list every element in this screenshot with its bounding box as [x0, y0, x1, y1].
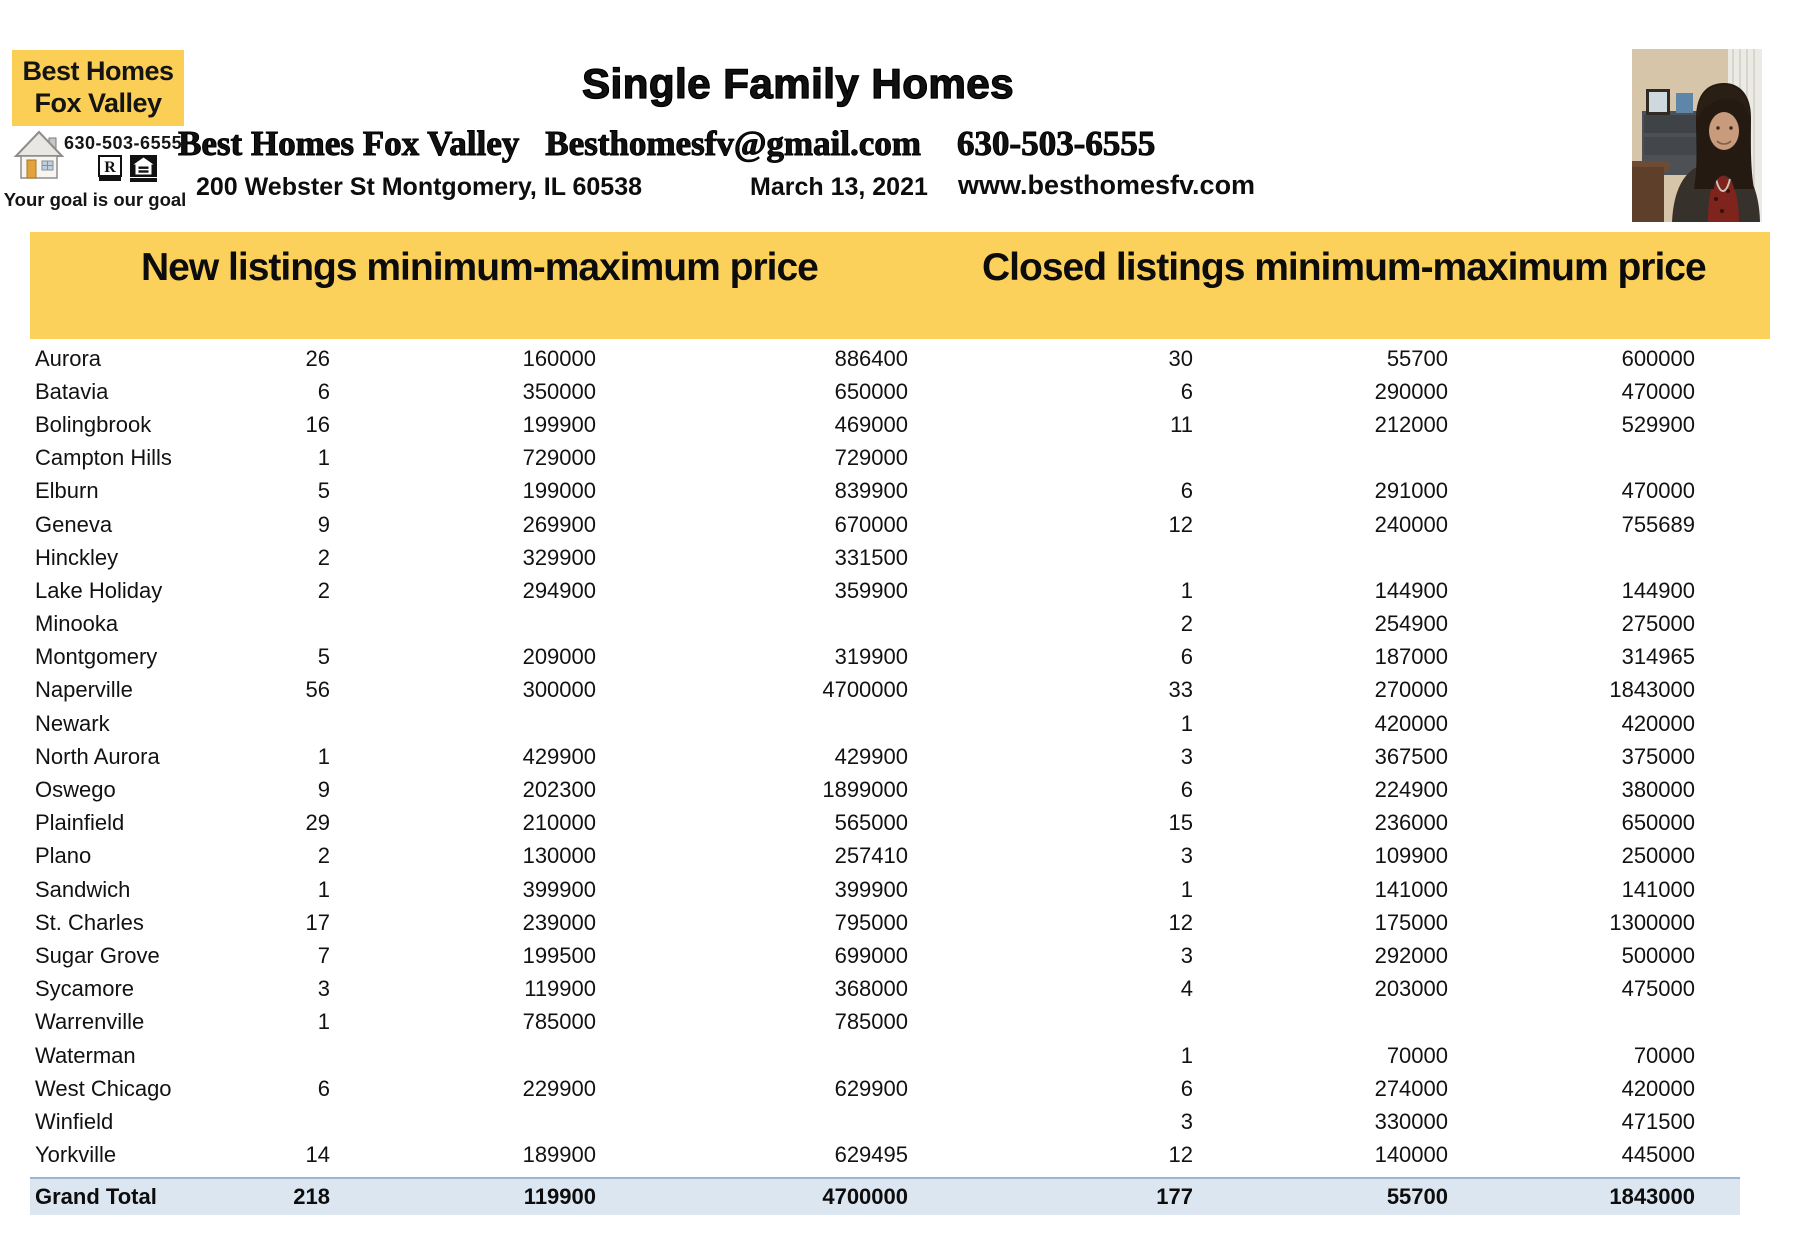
closed-min-cell: 330000	[1374, 1108, 1448, 1134]
closed-min-cell: 175000	[1374, 909, 1448, 935]
new-max-cell: 469000	[834, 411, 908, 437]
company-email: Besthomesfv@gmail.com	[545, 124, 921, 163]
svg-text:R: R	[104, 159, 116, 176]
closed-count-cell: 12	[1168, 1142, 1193, 1168]
closed-count-cell: 3	[1180, 1108, 1193, 1134]
new-min-cell: 729000	[522, 445, 596, 471]
new-count-cell: 26	[305, 345, 330, 371]
new-listings-heading: New listings minimum-maximum price	[141, 246, 818, 289]
closed-min-cell: 140000	[1374, 1142, 1448, 1168]
new-min-cell: 209000	[522, 644, 596, 670]
closed-count-cell: 12	[1168, 511, 1193, 537]
closed-max-cell: 420000	[1621, 710, 1695, 736]
grand-closed-max: 1843000	[1609, 1183, 1695, 1209]
new-count-cell: 9	[317, 777, 330, 803]
town-cell: Minooka	[35, 611, 119, 637]
town-cell: Lake Holiday	[35, 577, 163, 603]
closed-max-cell: 475000	[1621, 976, 1695, 1002]
town-cell: Elburn	[35, 478, 99, 504]
new-count-cell: 2	[317, 577, 330, 603]
closed-min-cell: 224900	[1374, 777, 1448, 803]
logo-badges	[98, 155, 157, 182]
new-min-cell: 199900	[522, 411, 596, 437]
closed-min-cell: 144900	[1374, 577, 1448, 603]
company-address: 200 Webster St Montgomery, IL 60538	[196, 173, 642, 201]
table-row	[0, 541, 1800, 574]
table-row	[0, 342, 1800, 375]
closed-min-cell: 236000	[1374, 810, 1448, 836]
closed-min-cell: 141000	[1374, 876, 1448, 902]
town-cell: Campton Hills	[35, 445, 172, 471]
new-max-cell: 4700000	[822, 677, 908, 703]
table-row	[0, 574, 1800, 607]
new-min-cell: 399900	[522, 876, 596, 902]
closed-max-cell: 275000	[1621, 611, 1695, 637]
table-row	[0, 641, 1800, 674]
grand-closed-min: 55700	[1386, 1183, 1448, 1209]
listings-table	[0, 342, 1800, 1215]
table-body	[0, 342, 1800, 1172]
new-max-cell: 670000	[834, 511, 908, 537]
town-cell: Sycamore	[35, 976, 135, 1002]
new-count-cell: 1	[317, 1009, 330, 1035]
new-count-cell: 29	[305, 810, 330, 836]
town-cell: Oswego	[35, 777, 116, 803]
closed-min-cell: 292000	[1374, 942, 1448, 968]
town-cell: Plainfield	[35, 810, 125, 836]
grand-total-label: Grand Total	[35, 1183, 157, 1209]
report-date: March 13, 2021	[750, 173, 928, 201]
closed-max-cell: 141000	[1621, 876, 1695, 902]
closed-count-cell: 33	[1168, 677, 1193, 703]
closed-max-cell: 650000	[1621, 810, 1695, 836]
table-row	[0, 408, 1800, 441]
new-count-cell: 17	[305, 909, 330, 935]
closed-max-cell: 70000	[1633, 1042, 1695, 1068]
closed-max-cell: 314965	[1621, 644, 1695, 670]
new-max-cell: 359900	[834, 577, 908, 603]
table-row	[0, 773, 1800, 806]
closed-count-cell: 30	[1168, 345, 1193, 371]
closed-max-cell: 470000	[1621, 478, 1695, 504]
new-count-cell: 6	[317, 378, 330, 404]
logo-phone: 630-503-6555	[64, 133, 183, 153]
new-min-cell: 210000	[522, 810, 596, 836]
table-row	[0, 442, 1800, 475]
new-count-cell: 1	[317, 743, 330, 769]
new-max-cell: 729000	[834, 445, 908, 471]
table-row	[0, 1105, 1800, 1138]
town-cell: Geneva	[35, 511, 113, 537]
closed-listings-heading: Closed listings minimum-maximum price	[982, 246, 1706, 289]
table-row	[0, 674, 1800, 707]
closed-count-cell: 1	[1180, 577, 1193, 603]
closed-min-cell: 420000	[1374, 710, 1448, 736]
closed-count-cell: 2	[1180, 611, 1193, 637]
new-min-cell: 294900	[522, 577, 596, 603]
table-row	[0, 475, 1800, 508]
company-phone: 630-503-6555	[956, 124, 1156, 163]
new-max-cell: 331500	[834, 544, 908, 570]
table-row	[0, 1139, 1800, 1172]
closed-min-cell: 367500	[1374, 743, 1448, 769]
new-count-cell: 16	[305, 411, 330, 437]
table-row	[0, 508, 1800, 541]
table-row	[0, 1006, 1800, 1039]
table-row	[0, 1072, 1800, 1105]
closed-max-cell: 144900	[1621, 577, 1695, 603]
closed-max-cell: 755689	[1621, 511, 1695, 537]
section-banner	[30, 232, 1770, 339]
closed-count-cell: 3	[1180, 942, 1193, 968]
town-cell: Plano	[35, 843, 92, 869]
closed-max-cell: 445000	[1621, 1142, 1695, 1168]
closed-count-cell: 11	[1170, 411, 1193, 437]
closed-min-cell: 203000	[1374, 976, 1448, 1002]
closed-count-cell: 6	[1180, 777, 1193, 803]
closed-count-cell: 6	[1180, 644, 1193, 670]
table-row	[0, 906, 1800, 939]
closed-count-cell: 1	[1180, 710, 1193, 736]
new-min-cell: 239000	[522, 909, 596, 935]
new-min-cell: 269900	[522, 511, 596, 537]
new-max-cell: 565000	[834, 810, 908, 836]
closed-count-cell: 3	[1180, 743, 1193, 769]
closed-count-cell: 6	[1180, 1075, 1193, 1101]
new-count-cell: 3	[317, 976, 330, 1002]
closed-max-cell: 1843000	[1609, 677, 1695, 703]
town-cell: North Aurora	[35, 743, 160, 769]
company-name: Best Homes Fox Valley	[178, 124, 520, 163]
town-cell: Newark	[35, 710, 110, 736]
closed-count-cell: 1	[1180, 1042, 1193, 1068]
new-max-cell: 699000	[834, 942, 908, 968]
new-count-cell: 2	[317, 843, 330, 869]
new-max-cell: 795000	[834, 909, 908, 935]
new-max-cell: 839900	[834, 478, 908, 504]
grand-new-min: 119900	[523, 1183, 596, 1209]
new-min-cell: 189900	[522, 1142, 596, 1168]
closed-min-cell: 70000	[1386, 1042, 1448, 1068]
closed-max-cell: 375000	[1621, 743, 1695, 769]
closed-min-cell: 290000	[1374, 378, 1448, 404]
agent-photo	[1632, 49, 1762, 222]
new-max-cell: 629900	[834, 1075, 908, 1101]
town-cell: Sandwich	[35, 876, 131, 902]
closed-min-cell: 187000	[1374, 644, 1448, 670]
town-cell: Winfield	[35, 1108, 114, 1134]
new-min-cell: 202300	[522, 777, 596, 803]
new-count-cell: 5	[317, 478, 330, 504]
closed-count-cell: 4	[1180, 976, 1193, 1002]
closed-min-cell: 212000	[1374, 411, 1448, 437]
new-max-cell: 257410	[834, 843, 908, 869]
new-max-cell: 1899000	[822, 777, 908, 803]
logo-tagline: Your goal is our goal	[3, 189, 187, 210]
closed-count-cell: 3	[1180, 843, 1193, 869]
new-min-cell: 229900	[522, 1075, 596, 1101]
town-cell: Waterman	[35, 1042, 136, 1068]
town-cell: St. Charles	[35, 909, 144, 935]
town-cell: Batavia	[35, 378, 109, 404]
town-cell: Naperville	[35, 677, 133, 703]
new-max-cell: 886400	[834, 345, 908, 371]
closed-min-cell: 55700	[1386, 345, 1448, 371]
new-max-cell: 368000	[834, 976, 908, 1002]
closed-min-cell: 270000	[1374, 677, 1448, 703]
table-row	[0, 375, 1800, 408]
closed-min-cell: 109900	[1374, 843, 1448, 869]
grand-closed-count: 177	[1156, 1183, 1193, 1209]
town-cell: Bolingbrook	[35, 411, 152, 437]
equal-housing-icon	[130, 155, 157, 182]
table-row	[0, 973, 1800, 1006]
town-cell: Yorkville	[35, 1142, 117, 1168]
table-row	[0, 807, 1800, 840]
town-cell: Sugar Grove	[35, 942, 160, 968]
new-count-cell: 5	[317, 644, 330, 670]
table-row	[0, 740, 1800, 773]
closed-min-cell: 291000	[1374, 478, 1448, 504]
new-max-cell: 429900	[834, 743, 908, 769]
new-max-cell: 319900	[834, 644, 908, 670]
grand-new-count: 218	[293, 1183, 330, 1209]
closed-max-cell: 529900	[1621, 411, 1695, 437]
table-row	[0, 1039, 1800, 1072]
new-min-cell: 199000	[522, 478, 596, 504]
town-cell: West Chicago	[35, 1075, 172, 1101]
closed-max-cell: 471500	[1621, 1108, 1695, 1134]
page-title: Single Family Homes	[582, 60, 1014, 107]
town-cell: Montgomery	[35, 644, 158, 670]
table-row	[0, 873, 1800, 906]
closed-count-cell: 15	[1168, 810, 1193, 836]
closed-count-cell: 6	[1180, 478, 1193, 504]
new-min-cell: 329900	[522, 544, 596, 570]
closed-count-cell: 12	[1168, 909, 1193, 935]
new-min-cell: 160000	[522, 345, 596, 371]
town-cell: Hinckley	[35, 544, 119, 570]
town-cell: Aurora	[35, 345, 102, 371]
new-max-cell: 785000	[834, 1009, 908, 1035]
new-min-cell: 350000	[522, 378, 596, 404]
closed-count-cell: 1	[1180, 876, 1193, 902]
logo-line1: Best Homes	[22, 56, 174, 87]
new-min-cell: 785000	[522, 1009, 596, 1035]
closed-max-cell: 380000	[1621, 777, 1695, 803]
grand-total-row	[30, 1177, 1740, 1215]
new-count-cell: 56	[305, 677, 330, 703]
closed-min-cell: 274000	[1374, 1075, 1448, 1101]
new-min-cell: 199500	[522, 942, 596, 968]
new-count-cell: 1	[317, 876, 330, 902]
closed-max-cell: 420000	[1621, 1075, 1695, 1101]
grand-new-max: 4700000	[822, 1183, 908, 1209]
closed-max-cell: 600000	[1621, 345, 1695, 371]
closed-max-cell: 470000	[1621, 378, 1695, 404]
company-website: www.besthomesfv.com	[958, 170, 1256, 200]
new-min-cell: 119900	[524, 976, 596, 1002]
town-cell: Warrenville	[35, 1009, 145, 1035]
table-row	[0, 707, 1800, 740]
new-count-cell: 9	[317, 511, 330, 537]
new-max-cell: 650000	[834, 378, 908, 404]
closed-min-cell: 254900	[1374, 611, 1448, 637]
new-count-cell: 1	[317, 445, 330, 471]
table-row	[0, 939, 1800, 972]
table-row	[0, 840, 1800, 873]
closed-min-cell: 240000	[1374, 511, 1448, 537]
new-count-cell: 6	[317, 1075, 330, 1101]
closed-max-cell: 250000	[1621, 843, 1695, 869]
closed-count-cell: 6	[1180, 378, 1193, 404]
new-min-cell: 300000	[522, 677, 596, 703]
new-count-cell: 7	[317, 942, 330, 968]
realtor-icon	[98, 155, 122, 182]
new-min-cell: 130000	[522, 843, 596, 869]
company-contact-line	[178, 124, 1155, 164]
logo-line2: Fox Valley	[34, 88, 162, 118]
table-row	[0, 608, 1800, 641]
new-count-cell: 2	[317, 544, 330, 570]
new-max-cell: 629495	[834, 1142, 908, 1168]
new-min-cell: 429900	[522, 743, 596, 769]
closed-max-cell: 1300000	[1609, 909, 1695, 935]
new-max-cell: 399900	[834, 876, 908, 902]
house-icon	[13, 130, 65, 182]
new-count-cell: 14	[305, 1142, 330, 1168]
closed-max-cell: 500000	[1621, 942, 1695, 968]
